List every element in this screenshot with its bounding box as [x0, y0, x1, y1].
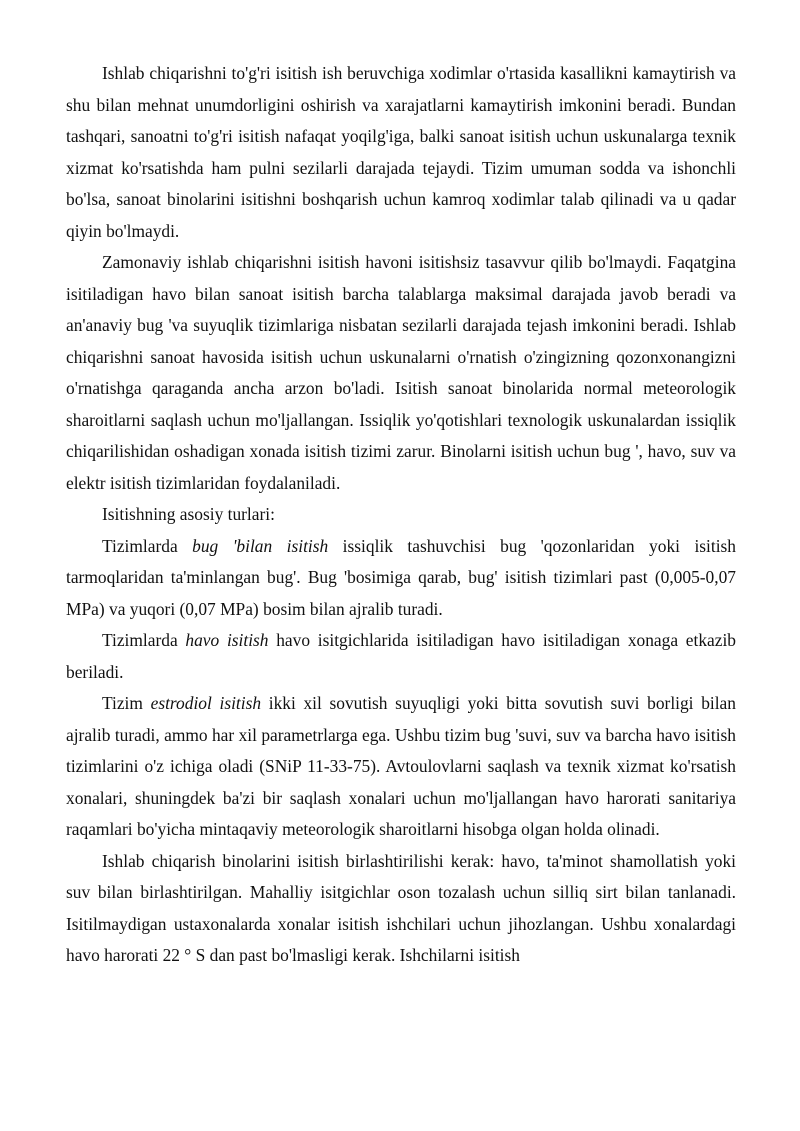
- air-heating-text: havo isitgichlarida isitiladigan havo isitiladigan xonaga etkazib beriladi.: [66, 630, 736, 682]
- estrodiol-heating-text: ikki xil sovutish suyuqligi yoki bitta sovutish suvi borligi bilan ajralib turadi, ammo har xil parametrlarga ega. Ushbu tizim bug 'suvi, suv va barcha havo isitish tizimlarini o'z ichiga oladi (SNiP 11-33-75). Avtoulovlarni saqlash va texnik xizmat ko'rsatish xonalari, shuningdek ba'zi bir saqlash xonalari uchun mo'ljallangan havo harorati sanitariya raqamlari bo'yicha mintaqaviy meteorologik sharoitlarni hisobga olgan holda olinadi.: [66, 693, 736, 839]
- paragraph-air-heating: [66, 625, 736, 688]
- steam-heating-text: issiqlik tashuvchisi bug 'qozonlaridan yoki isitish tarmoqlaridan ta'minlangan bug'. Bug 'bosimiga qarab, bug' isitish tizimlari past (0,005-0,07 MPa) va yuqori (0,07 MPa) bosim bilan ajralib turadi.: [66, 535, 737, 619]
- estrodiol-heating-lead: Tizim: [102, 693, 151, 713]
- paragraph-intro: Ishlab chiqarishni to'g'ri isitish ish beruvchiga xodimlar o'rtasida kasallikni kamaytirish va shu bilan mehnat unumdorligini oshirish va xarajatlarni kamaytirish imkonini beradi. Bundan tashqari, sanoatni to'g'ri isitish nafaqat yoqilg'iga, balki sanoat isitish uchun uskunalarga texnik xizmat ko'rsatishda ham pulni sezilarli darajada tejaydi. Tizim umuman sodda va ishonchli bo'lsa, sanoat binolarini isitishni boshqarish uchun kamroq xodimlar talab qilinadi va u qadar qiyin bo'lmaydi.: [66, 63, 736, 241]
- document-page: [66, 58, 736, 972]
- air-heating-lead: Tizimlarda: [102, 630, 186, 650]
- paragraph-heating-types-heading: Isitishning asosiy turlari:: [102, 504, 275, 524]
- paragraph-modern-heating: Zamonaviy ishlab chiqarishni isitish havoni isitishsiz tasavvur qilib bo'lmaydi. Faqatgina isitiladigan havo bilan sanoat isitish barcha talablarga maksimal darajada javob beradi va an'anaviy bug 'va suyuqlik tizimlariga nisbatan sezilarli darajada tejash imkonini beradi. Ishlab chiqarishni sanoat havosida isitish uchun uskunalarni o'rnatish o'zingizning qozonxonangizni o'rnatishga qaraganda ancha arzon bo'ladi. Isitish sanoat binolarida normal meteorologik sharoitlarni saqlash uchun mo'ljallangan. Issiqlik yo'qotishlari texnologik uskunalardan issiqlik chiqarilishidan oshadigan xonada isitish tizimi zarur. Binolarni isitish uchun bug ', havo, suv va elektr isitish tizimlaridan foydalaniladi.: [66, 252, 736, 493]
- steam-heating-lead: Tizimlarda: [102, 535, 193, 556]
- steam-heating-term: bug 'bilan isitish: [192, 535, 329, 556]
- paragraph-estrodiol-heating: [66, 688, 736, 846]
- estrodiol-heating-term: estrodiol isitish: [150, 693, 262, 713]
- paragraph-steam-heating: [66, 531, 736, 626]
- air-heating-term: havo isitish: [185, 630, 269, 650]
- paragraph-production-buildings: Ishlab chiqarish binolarini isitish birlashtirilishi kerak: havo, ta'minot shamollatish yoki suv bilan birlashtirilgan. Mahalliy isitgichlar oson tozalash uchun silliq sirt bilan tanlanadi. Isitilmaydigan ustaxonalarda xonalar isitish ishchilari uchun jihozlangan. Ushbu xonalardagi havo harorati 22 ° S dan past bo'lmasligi kerak. Ishchilarni isitish: [66, 850, 736, 965]
